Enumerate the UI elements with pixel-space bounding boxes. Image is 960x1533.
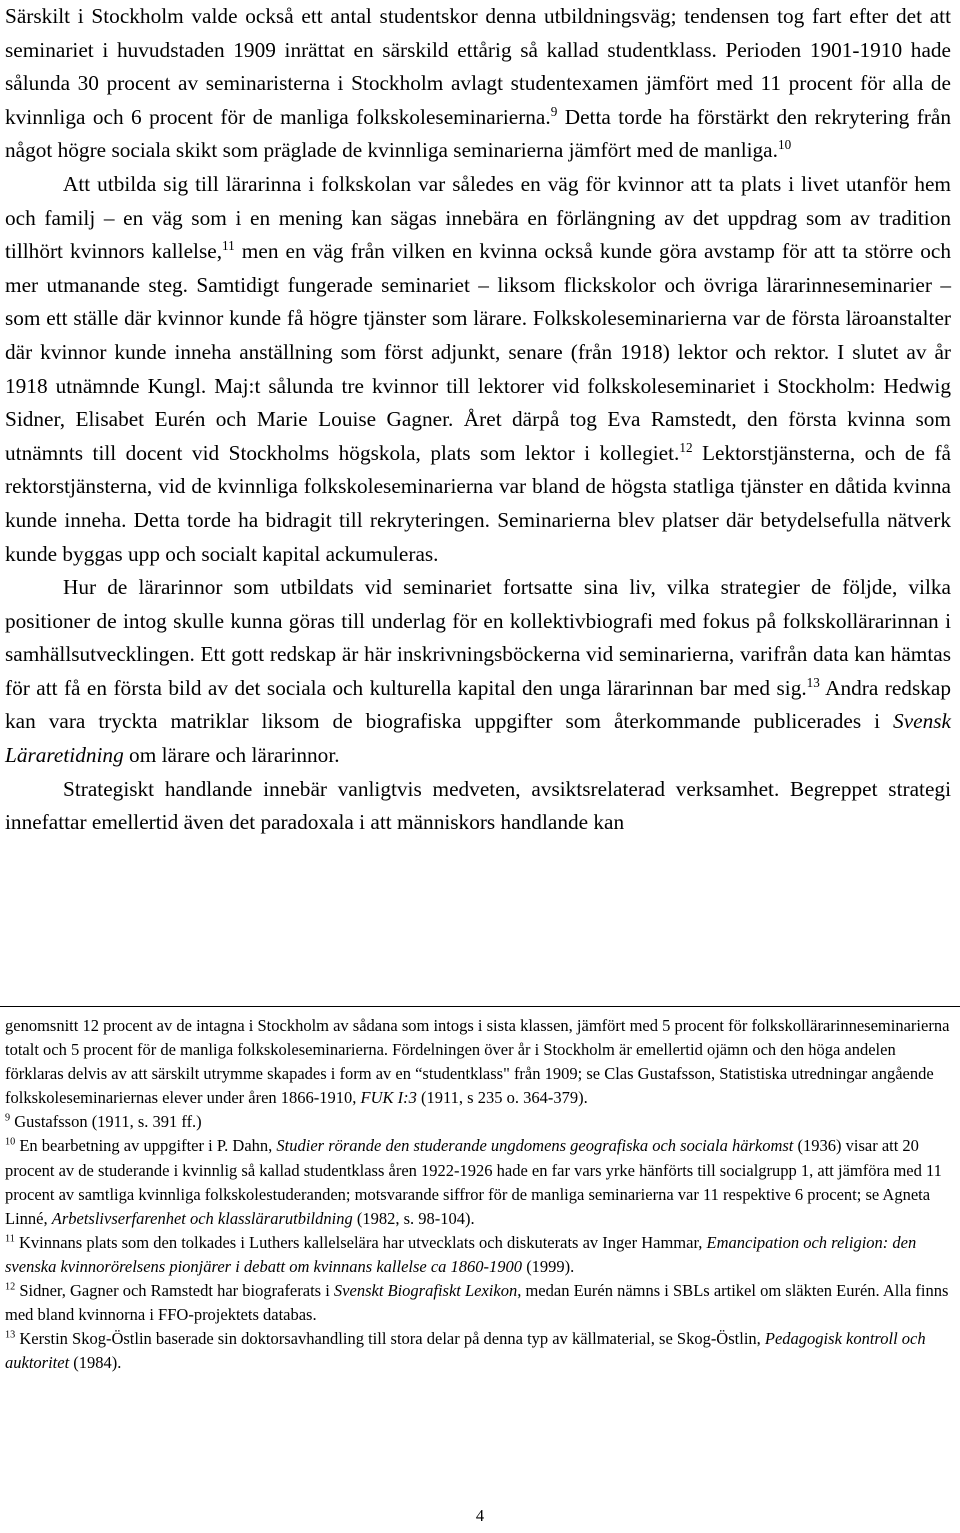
paragraph-3-text-end: om lärare och lärarinnor. (123, 743, 340, 768)
footnote-13-title: Pedagogisk kontroll och auktoritet (5, 1329, 926, 1373)
paragraph-3-title: Svensk Läraretidning (5, 709, 951, 768)
footnote-11-end: (1999). (522, 1256, 575, 1276)
paragraph-2-text: Att utbilda sig till lärarinna i folkskolan var således en väg för kvinnor att ta plats i livet utanför hem och familj – en väg som i en mening kan sägas innebära en förlängning av det uppdrag som av tradition tillhört kvinnors kallelse, (5, 171, 951, 264)
page-number: 4 (475, 1506, 485, 1525)
paragraph-2 (5, 168, 951, 571)
footnote-9-text: Gustafsson (1911, s. 391 ff.) (10, 1112, 202, 1132)
footnote-ref-12: 12 (679, 439, 693, 455)
paragraph-1-text-cont: Detta torde ha förstärkt den rekrytering från något högre sociala skikt som präglade de kvinnliga seminarierna jämfört med de manliga. (5, 104, 951, 163)
footnote-10 (5, 1134, 951, 1230)
footnote-10-title-2: Arbetslivserfarenhet och klasslärarutbildning (51, 1208, 353, 1228)
footnote-continued-title: FUK I:3 (360, 1088, 417, 1108)
footnote-9-number: 9 (5, 1113, 11, 1125)
paragraph-3 (5, 571, 951, 773)
main-text (5, 0, 951, 840)
footnote-10-text-cont: (1936) visar att 20 procent av de studerande i kvinnlig så kallad studentklass åren 1922-1926 hade en far vars yrke hänförts till socialgrupp 1, att jämföra med 11 procent av samtliga kvinnliga folkskolestuderanden; motsvarande siffror för de manliga seminarierna var 11 respektive 6 procent; se Agneta Linné, (5, 1136, 942, 1228)
paragraph-1-text: Särskilt i Stockholm valde också ett antal studentskor denna utbildningsväg; tendensen tog fart efter det att seminariet i huvudstaden 1909 inrättat en särskild ettårig så kallad studentklass. Perioden 1901-1910 hade sålunda 30 procent av seminaristerna i Stockholm avlagt studentexamen jämfört med 11 procent för alla de kvinnliga och 6 procent för de manliga folkskoleseminarierna. (5, 4, 951, 129)
footnote-11-title: Emancipation och religion: den svenska kvinnorörelsens pionjärer i debatt om kvinnans kallelse ca 1860-1900 (5, 1232, 917, 1276)
paragraph-1 (5, 0, 951, 168)
footnote-11-number: 11 (5, 1233, 15, 1245)
footnote-11 (5, 1231, 951, 1279)
paragraph-2-text-end: Lektorstjänsterna, och de få rektorstjänsterna, vid de kvinnliga folkskoleseminarierna var bland de högsta statliga tjänster en dåtida kvinna kunde inneha. Detta torde ha bidragit till rekryteringen. Seminarierna blev platser där betydelsefulla nätverk kunde byggas upp och socialt kapital ackumuleras. (5, 440, 951, 566)
footnote-10-text: En bearbetning av uppgifter i P. Dahn, (15, 1136, 277, 1156)
footnote-13-end: (1984). (69, 1353, 122, 1373)
footnote-ref-13: 13 (806, 674, 820, 690)
footnote-12-title: Svenskt Biografiskt Lexikon (333, 1281, 518, 1301)
page-content (5, 0, 951, 840)
footnote-10-end: (1982, s. 98-104). (352, 1208, 475, 1228)
footnote-continued-text: genomsnitt 12 procent av de intagna i Stockholm av sådana som intogs i sista klassen, jämfört med 5 procent för folkskollärarinneseminarierna totalt och 5 procent för de manliga folkskoleseminarierna. Fördelningen över år i Stockholm är emellertid ojämn och den höga andelen förklaras delvis av att särskilt utrymme skapades i form av en “studentklass" från 1909; se Clas Gustafsson, Statistiska utredningar angående folkskoleseminariernas elever under åren 1866-1910, (5, 1016, 950, 1108)
footnote-ref-10: 10 (777, 137, 792, 153)
footnote-continued (5, 1014, 951, 1110)
footnote-continued-end: (1911, s 235 o. 364-379). (416, 1088, 588, 1108)
footnote-10-number: 10 (5, 1137, 16, 1149)
footnote-ref-11: 11 (222, 237, 235, 253)
footnote-12-end: , medan Eurén nämns i SBLs artikel om släkten Eurén. Alla finns med bland kvinnorna i FFO-projektets databas. (5, 1281, 949, 1325)
paragraph-4 (5, 773, 951, 840)
footnote-13 (5, 1327, 951, 1375)
paragraph-3-text-cont: Andra redskap kan vara tryckta matriklar liksom de biografiska uppgifter som återkommande publicerades i (5, 675, 951, 734)
footnote-13-text: Kerstin Skog-Östlin baserade sin doktorsavhandling till stora delar på denna typ av källmaterial, se Skog-Östlin, (15, 1329, 765, 1349)
footnote-11-text: Kvinnans plats som den tolkades i Luthers kallelselära har utvecklats och diskuterats av Inger Hammar, (14, 1232, 707, 1252)
footnote-13-number: 13 (5, 1329, 16, 1341)
paragraph-2-text-cont: men en väg från vilken en kvinna också kunde göra avstamp för att ta större och mer utmanande steg. Samtidigt fungerade seminariet – liksom flickskolor och övriga lärarinneseminarier – som ett ställe där kvinnor kunde få högre tjänster som lärare. Folkskoleseminarierna var de första läroanstalter där kvinnor kunde inneha anställning som först adjunkt, senare (från 1918) lektor och rektor. I slutet av år 1918 utnämnde Kungl. Maj:t sålunda tre kvinnor till lektorer vid folkskoleseminariet i Stockholm: Hedwig Sidner, Elisabet Eurén och Marie Louise Gagner. Året därpå tog Eva Ramstedt, den första kvinna som utnämnts till docent vid Stockholms högskola, plats som lektor i kollegiet. (5, 239, 952, 465)
footnote-ref-9: 9 (550, 103, 558, 119)
footnote-12-text: Sidner, Gagner och Ramstedt har biograferats i (15, 1281, 334, 1301)
paragraph-3-text: Hur de lärarinnor som utbildats vid seminariet fortsatte sina liv, vilka strategier de följde, vilka positioner de intog skulle kunna göras till underlag för en kollektivbiografi med fokus på folkskollärarinnan i samhällsutvecklingen. Ett gott redskap är här inskrivningsböckerna vid seminarierna, varifrån data kan hämtas för att få en första bild av det sociala och kulturella kapital den unga lärarinnan bar med sig. (5, 575, 951, 700)
paragraph-4-text: Strategiskt handlande innebär vanligtvis medveten, avsiktsrelaterad verksamhet. Begreppet strategi innefattar emellertid även det paradoxala i att människors handlande kan (5, 776, 951, 835)
footnote-12 (5, 1279, 951, 1327)
footnote-separator (0, 1006, 960, 1007)
footnotes (5, 1014, 951, 1375)
footnote-9 (5, 1110, 951, 1134)
footnote-10-title-1: Studier rörande den studerande ungdomens geografiska och sociala härkomst (276, 1136, 794, 1156)
footnote-12-number: 12 (5, 1281, 16, 1293)
